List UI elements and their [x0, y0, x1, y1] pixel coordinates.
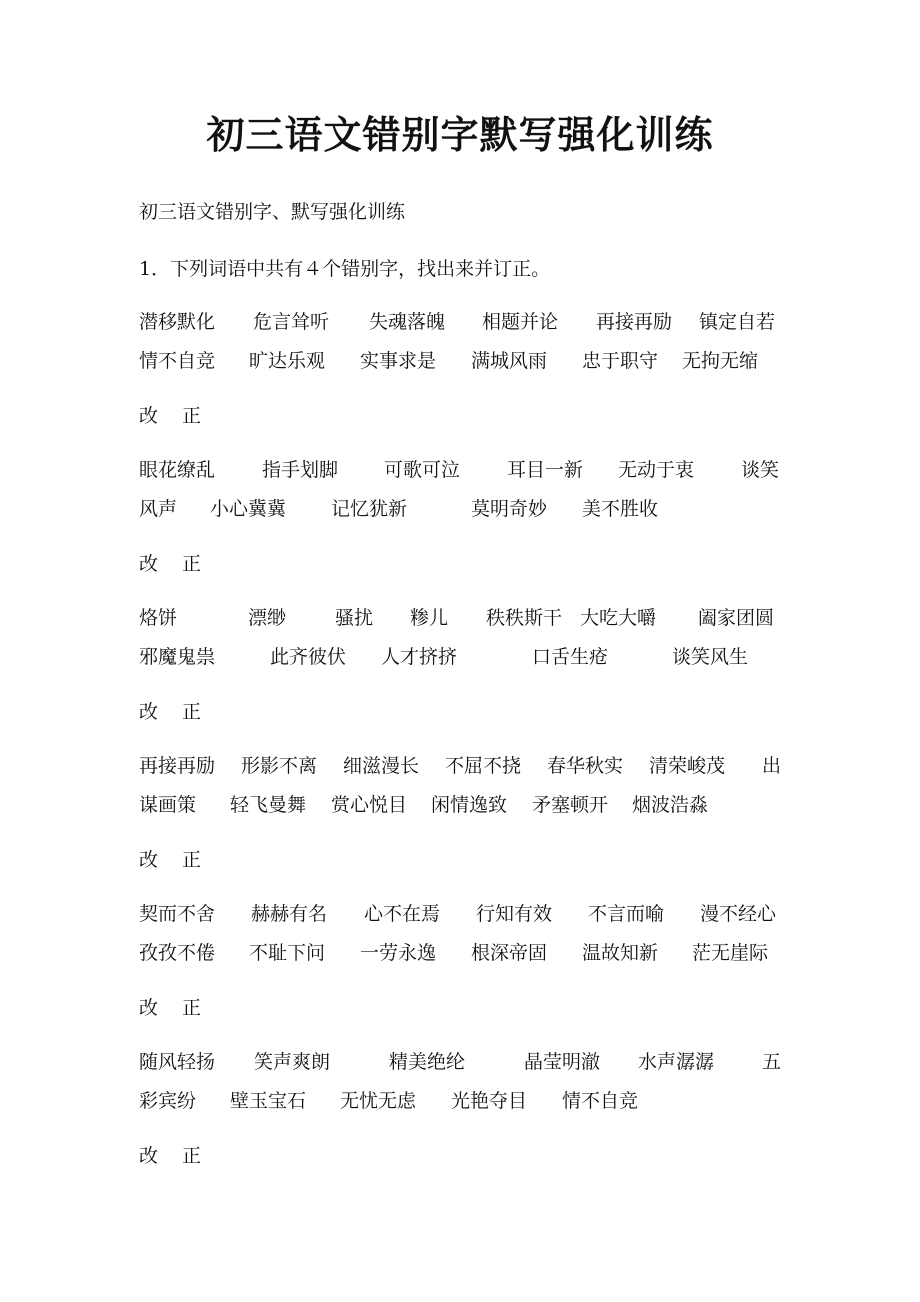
word-item: 晶莹明澈 — [524, 1051, 601, 1073]
word-item: 镇定自若 — [699, 311, 776, 333]
word-item: 春华秋实 — [547, 755, 624, 777]
correction-line — [139, 1143, 201, 1169]
word-item: 实事求是 — [360, 350, 437, 372]
word-item: 此齐彼伏 — [270, 646, 347, 668]
word-item: 不耻下问 — [249, 942, 326, 964]
correct-label-gai: 改 — [139, 849, 159, 871]
word-item: 谈笑风生 — [672, 646, 749, 668]
word-item: 人才挤挤 — [381, 646, 458, 668]
correct-label-zheng: 正 — [182, 553, 202, 575]
word-item: 可歌可泣 — [384, 459, 461, 481]
word-item: 行知有效 — [476, 903, 553, 925]
word-item: 光艳夺目 — [451, 1090, 528, 1112]
word-item: 随风轻扬 — [139, 1051, 216, 1073]
document-subtitle: 初三语文错别字、默写强化训练 — [139, 201, 406, 223]
word-item: 危言耸听 — [253, 311, 330, 333]
word-item: 形影不离 — [241, 755, 318, 777]
word-item: 美不胜收 — [582, 498, 659, 520]
correction-line — [139, 995, 201, 1021]
word-item: 笑声爽朗 — [254, 1051, 331, 1073]
word-item: 无忧无虑 — [340, 1090, 417, 1112]
word-item: 矛塞顿开 — [532, 794, 609, 816]
word-item: 大吃大嚼 — [580, 607, 657, 629]
word-item: 一劳永逸 — [360, 942, 437, 964]
correct-label-gai: 改 — [139, 1145, 159, 1167]
word-item: 水声潺潺 — [638, 1051, 715, 1073]
correct-label-gai: 改 — [139, 553, 159, 575]
word-item: 满城风雨 — [471, 350, 548, 372]
word-item: 无动于衷 — [618, 459, 695, 481]
correct-label-zheng: 正 — [182, 701, 202, 723]
word-item: 邪魔鬼祟 — [139, 646, 216, 668]
correct-label-zheng: 正 — [182, 997, 202, 1019]
word-item: 记忆犹新 — [331, 498, 408, 520]
word-item: 骚扰 — [335, 607, 374, 629]
word-item: 茫无崖际 — [692, 942, 769, 964]
word-item: 温故知新 — [582, 942, 659, 964]
word-item: 耳目一新 — [507, 459, 584, 481]
word-item: 口舌生疮 — [532, 646, 609, 668]
word-item: 相题并论 — [482, 311, 559, 333]
word-item: 烟波浩淼 — [632, 794, 709, 816]
correct-label-zheng: 正 — [182, 405, 202, 427]
word-item: 不屈不挠 — [445, 755, 522, 777]
word-item: 赏心悦目 — [331, 794, 408, 816]
correct-label-gai: 改 — [139, 405, 159, 427]
word-item: 根深帝固 — [471, 942, 548, 964]
correction-line — [139, 403, 201, 429]
word-item: 忠于职守 — [582, 350, 659, 372]
correction-line — [139, 551, 201, 577]
question-text: 1．下列词语中共有４个错别字，找出来并订正。 — [139, 258, 551, 280]
word-item: 烙饼 — [139, 607, 178, 629]
word-item: 五 — [762, 1051, 782, 1073]
word-item: 情不自竞 — [139, 350, 216, 372]
word-item: 壁玉宝石 — [230, 1090, 307, 1112]
word-item: 无拘无缩 — [682, 350, 759, 372]
word-item: 旷达乐观 — [249, 350, 326, 372]
word-item: 糁儿 — [410, 607, 449, 629]
word-item: 轻飞曼舞 — [230, 794, 307, 816]
word-item: 再接再励 — [596, 311, 673, 333]
correction-line — [139, 699, 201, 725]
word-item: 细滋漫长 — [343, 755, 420, 777]
word-item: 闲情逸致 — [431, 794, 508, 816]
correct-label-gai: 改 — [139, 997, 159, 1019]
word-item: 失魂落魄 — [369, 311, 446, 333]
word-item: 小心冀冀 — [210, 498, 287, 520]
word-item: 谈笑 — [741, 459, 780, 481]
word-item: 漫不经心 — [700, 903, 777, 925]
word-item: 赫赫有名 — [251, 903, 328, 925]
word-item: 潜移默化 — [139, 311, 216, 333]
word-item: 情不自竞 — [562, 1090, 639, 1112]
word-item: 秩秩斯干 — [486, 607, 563, 629]
word-item: 不言而喻 — [588, 903, 665, 925]
word-item: 彩宾纷 — [139, 1090, 197, 1112]
word-item: 心不在焉 — [364, 903, 441, 925]
correct-label-gai: 改 — [139, 701, 159, 723]
word-item: 阖家团圆 — [698, 607, 775, 629]
word-item: 漂缈 — [248, 607, 287, 629]
word-item: 风声 — [139, 498, 178, 520]
word-item: 契而不舍 — [139, 903, 216, 925]
document-title: 初三语文错别字默写强化训练 — [206, 112, 714, 157]
word-item: 眼花缭乱 — [139, 459, 216, 481]
word-item: 再接再励 — [139, 755, 216, 777]
correct-label-zheng: 正 — [182, 849, 202, 871]
correction-line — [139, 847, 201, 873]
word-item: 精美绝纶 — [389, 1051, 466, 1073]
word-item: 出 — [762, 755, 782, 777]
word-item: 清荣峻茂 — [649, 755, 726, 777]
word-item: 孜孜不倦 — [139, 942, 216, 964]
correct-label-zheng: 正 — [182, 1145, 202, 1167]
word-item: 莫明奇妙 — [471, 498, 548, 520]
word-item: 指手划脚 — [262, 459, 339, 481]
word-item: 谋画策 — [139, 794, 197, 816]
